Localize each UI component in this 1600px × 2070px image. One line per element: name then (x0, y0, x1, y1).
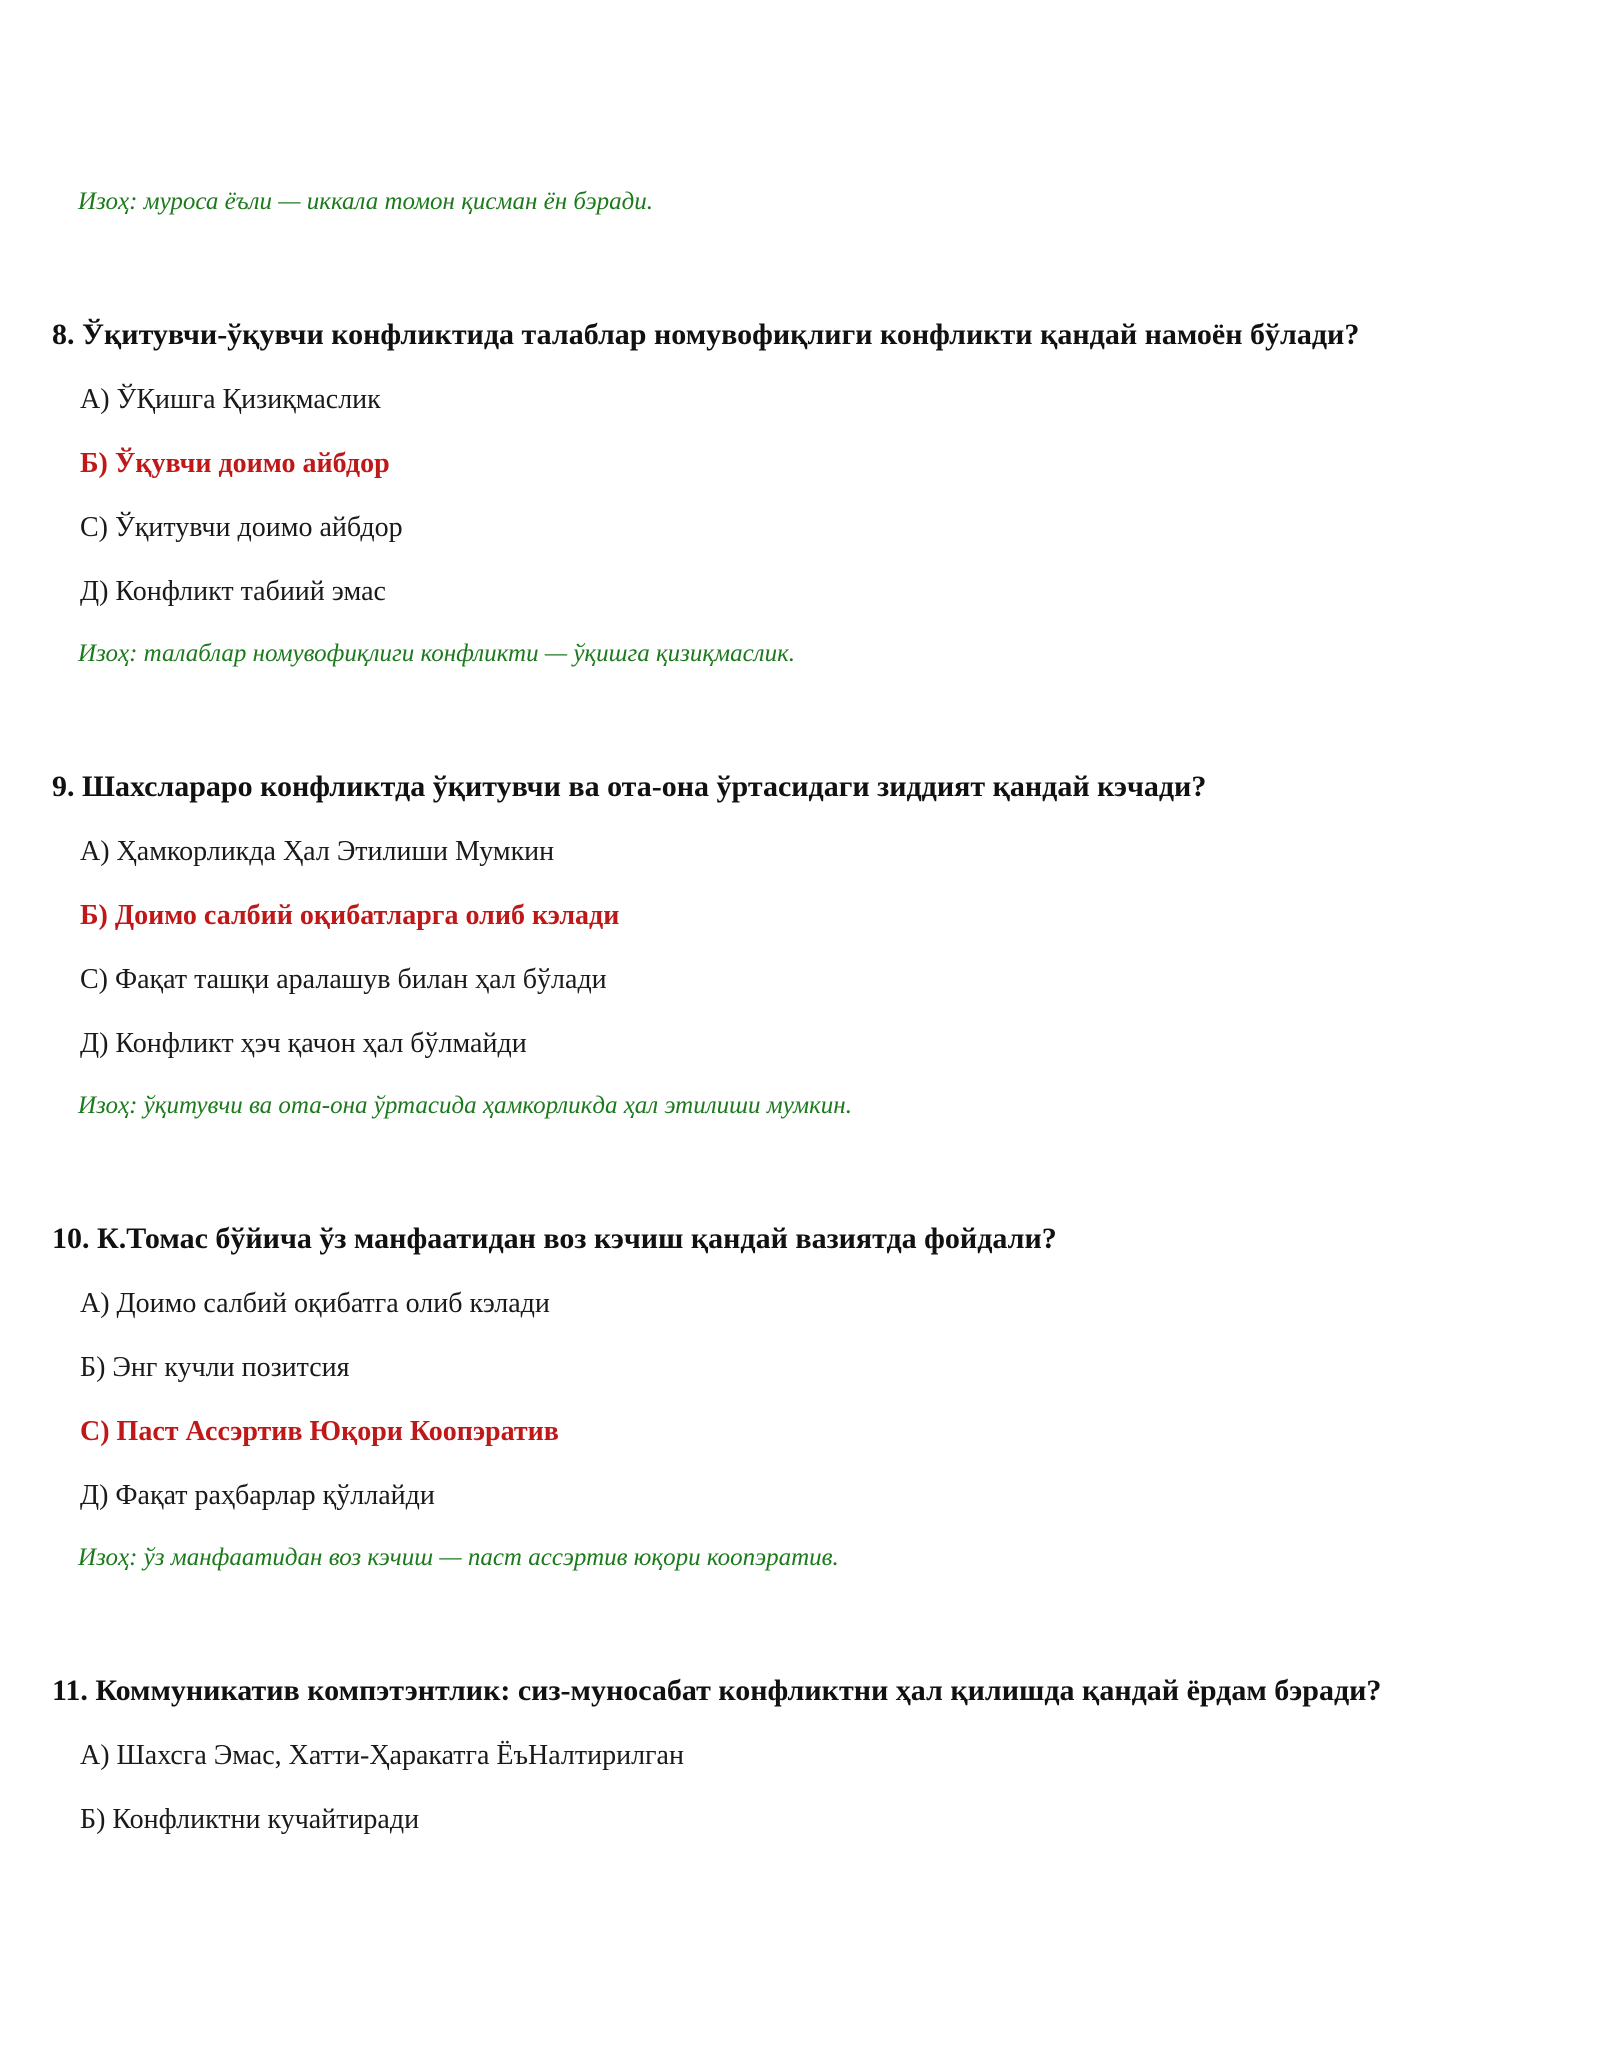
answer-option: А) Ҳамкорликда Ҳал Этилиши Мумкин (80, 836, 555, 867)
explanation-note: Изоҳ: ўқитувчи ва ота-она ўртасида ҳамкорликда ҳал этилиши мумкин. (78, 1092, 852, 1119)
explanation-note: Изоҳ: ўз манфаатидан воз кэчиш — паст ассэртив юқори коопэратив. (78, 1544, 839, 1571)
explanation-note: Изоҳ: муроса ёъли — иккала томон қисман ён бэради. (78, 188, 654, 215)
answer-option: Д) Конфликт табиий эмас (80, 576, 386, 607)
explanation-note: Изоҳ: талаблар номувофиқлиги конфликти — ўқишга қизиқмаслик. (78, 640, 796, 667)
answer-option: Б) Энг кучли позитсия (80, 1352, 350, 1383)
answer-option: Б) Конфликтни кучайтиради (80, 1804, 420, 1835)
answer-option: А) Доимо салбий оқибатга олиб кэлади (80, 1288, 550, 1319)
answer-option: А) ЎҚишга Қизиқмаслик (80, 384, 381, 415)
answer-option: Д) Конфликт ҳэч қачон ҳал бўлмайди (80, 1028, 527, 1059)
answer-option: С) Фақат ташқи аралашув билан ҳал бўлади (80, 964, 607, 995)
question-title: 8. Ўқитувчи-ўқувчи конфликтида талаблар номувофиқлиги конфликти қандай намоён бўлади? (52, 318, 1360, 351)
answer-option: Д) Фақат раҳбарлар қўллайди (80, 1480, 435, 1511)
answer-option-correct: С) Паст Ассэртив Юқори Коопэратив (80, 1416, 559, 1447)
answer-option-correct: Б) Доимо салбий оқибатларга олиб кэлади (80, 900, 620, 931)
question-title: 9. Шахслараро конфликтда ўқитувчи ва ота-она ўртасидаги зиддият қандай кэчади? (52, 770, 1207, 803)
answer-option: А) Шахсга Эмас, Хатти-Ҳаракатга ЁъНалтирилган (80, 1740, 684, 1771)
question-title: 11. Коммуникатив компэтэнтлик: сиз-муносабат конфликтни ҳал қилишда қандай ёрдам бэради? (52, 1674, 1382, 1707)
answer-option: С) Ўқитувчи доимо айбдор (80, 512, 403, 543)
answer-option-correct: Б) Ўқувчи доимо айбдор (80, 448, 390, 479)
question-title: 10. К.Томас бўйича ўз манфаатидан воз кэчиш қандай вазиятда фойдали? (52, 1222, 1057, 1255)
